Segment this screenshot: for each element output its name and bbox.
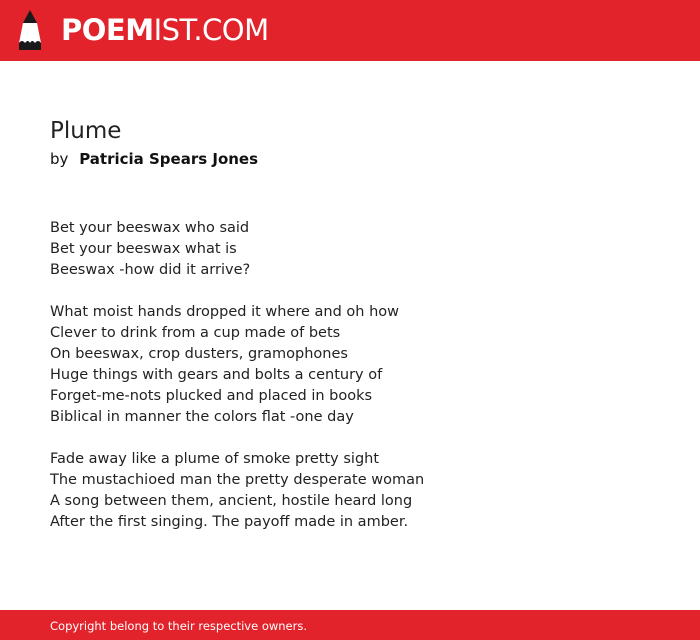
poem-line: Forget-me-nots plucked and placed in books <box>50 388 373 404</box>
poem-line: After the first singing. The payoff made in amber. <box>50 514 409 530</box>
by-label: by <box>50 150 69 168</box>
logo-text-light: IST.COM <box>153 13 269 47</box>
author-link[interactable]: Patricia Spears Jones <box>79 150 259 168</box>
poem-line: On beeswax, crop dusters, gramophones <box>50 346 348 362</box>
poem-line: A song between them, ancient, hostile heard long <box>50 493 413 509</box>
site-header <box>0 0 700 61</box>
poem-line: Huge things with gears and bolts a century of <box>50 367 383 383</box>
poem-body <box>50 218 650 554</box>
poem-line: Beeswax -how did it arrive? <box>50 262 251 278</box>
site-footer <box>0 610 700 640</box>
poem-title: Plume <box>50 118 122 144</box>
poem-line: Bet your beeswax what is <box>50 241 237 257</box>
site-logo-link[interactable] <box>61 13 269 47</box>
logo-text-bold: POEM <box>61 13 154 47</box>
pencil-logo-icon[interactable] <box>17 9 43 51</box>
poem-line: The mustachioed man the pretty desperate woman <box>50 472 425 488</box>
poem-line: What moist hands dropped it where and oh how <box>50 304 400 320</box>
poem-stanza <box>50 302 650 428</box>
poem-line: Clever to drink from a cup made of bets <box>50 325 341 341</box>
poem-line: Bet your beeswax who said <box>50 220 250 236</box>
byline <box>50 149 258 169</box>
poem-stanza <box>50 218 650 281</box>
poem-line: Fade away like a plume of smoke pretty sight <box>50 451 380 467</box>
copyright-text: Copyright belong to their respective owners. <box>50 619 308 633</box>
poem-stanza <box>50 449 650 533</box>
poem-line: Biblical in manner the colors flat -one day <box>50 409 354 425</box>
